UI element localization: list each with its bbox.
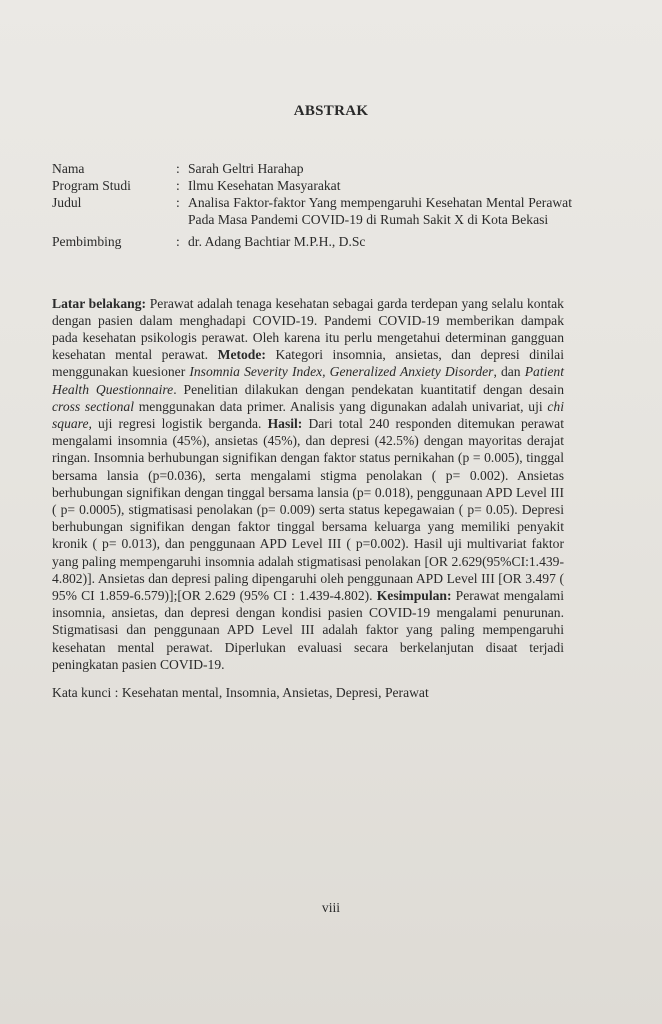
- meta-separator: :: [176, 195, 180, 210]
- meta-value-program: Ilmu Kesehatan Masyarakat: [188, 178, 341, 193]
- hasil-text: Dari total 240 responden ditemukan perawat mengalami insomnia (45%), ansietas (45%), dan depresi (42.5%) dengan mayoritas derajat ringan. Insomnia berhubungan signifikan dengan faktor status pernikahan (p = 0.005), tinggal bersama lansia (p=0.036), serta mengalami stigma penolakan ( p= 0.002). Ansietas berhubungan signifikan dengan tinggal bersama lansia (p= 0.018), penggunaan APD Level III ( p= 0.0005), stigmatisasi penolakan (p= 0.009) serta status kepegawaian ( p= 0.05). Depresi berhubungan signifikan dengan faktor tinggal bersama keluarga yang memiliki penyakit kronik ( p= 0.013), dan penggunaan APD Level III ( p=0.002). Hasil uji multivariat faktor yang paling mempengaruhi insomnia adalah stigmatisasi penolakan [OR 2.629(95%CI:1.439-4.802)]. Ansietas dan depresi paling dipengaruhi oleh penggunaan APD Level III [OR 3.497 ( 95% CI 1.859-6.579)];[OR 2.629 (95% CI : 1.439-4.802).: [52, 416, 564, 604]
- meta-separator: :: [176, 234, 180, 249]
- metode-phq: Patient Health Questionnaire: [52, 364, 564, 397]
- page-number: viii: [321, 900, 341, 915]
- meta-row-judul: [52, 194, 572, 228]
- meta-label-program: Program Studi: [52, 178, 131, 193]
- metode-text: Kategori insomnia, ansietas, dan depresi dinilai menggunakan kuesioner: [52, 347, 564, 380]
- meta-row-nama: [52, 160, 572, 177]
- hasil-label: Hasil:: [267, 416, 303, 432]
- meta-row-pembimbing: [52, 233, 572, 250]
- metode-label: Metode:: [217, 347, 266, 363]
- latar-belakang-text: Perawat adalah tenaga kesehatan sebagai garda terdepan yang selalu kontak dengan pasien dalam menghadapi COVID-19. Pandemi COVID-19 memberikan dampak pada kesehatan psikologis perawat. Oleh karena itu perlu mengetahui determinan gangguan kesehatan mental perawat.: [52, 295, 564, 363]
- metode-chi-square: chi square,: [52, 398, 564, 432]
- metadata-block: [52, 160, 572, 250]
- meta-value-judul: Analisa Faktor-faktor Yang mempengaruhi Kesehatan Mental Perawat Pada Masa Pandemi COVID-19 di Rumah Sakit X di Kota Bekasi: [188, 195, 572, 227]
- metode-instruments: Insomnia Severity Index, Generalized Anxiety Disorder: [189, 364, 494, 380]
- keywords: Kata kunci : Kesehatan mental, Insomnia, Ansietas, Depresi, Perawat: [52, 685, 429, 700]
- meta-value-nama: Sarah Geltri Harahap: [188, 161, 304, 176]
- meta-value-pembimbing: dr. Adang Bachtiar M.P.H., D.Sc: [188, 234, 366, 249]
- metode-text: , dan: [493, 364, 525, 380]
- kesimpulan-text: Perawat mengalami insomnia, ansietas, dan depresi dengan kondisi pasien COVID-19 mengalami penurunan. Stigmatisasi dan penggunaan APD Level III adalah faktor yang paling mempengaruhi kesehatan mental perawat. Diperlukan evaluasi secara berkelanjutan disaat terjadi peningkatan pasien COVID-19.: [52, 588, 564, 672]
- latar-belakang-label: Latar belakang:: [52, 295, 147, 311]
- meta-separator: :: [176, 161, 180, 176]
- meta-separator: :: [176, 178, 180, 193]
- meta-row-program: [52, 177, 572, 194]
- meta-label-judul: Judul: [52, 195, 82, 210]
- metode-text: menggunakan data primer. Analisis yang digunakan adalah univariat, uji: [134, 398, 548, 414]
- meta-label-nama: Nama: [52, 161, 85, 176]
- abstract-paragraph: [52, 295, 564, 673]
- metode-design: cross sectional: [52, 398, 134, 414]
- page-title: ABSTRAK: [293, 103, 369, 119]
- metode-text: . Penelitian dilakukan dengan pendekatan kuantitatif dengan desain: [173, 381, 565, 397]
- meta-label-pembimbing: Pembimbing: [52, 234, 122, 249]
- metode-text: uji regresi logistik berganda.: [91, 416, 268, 432]
- kesimpulan-label: Kesimpulan:: [376, 588, 452, 604]
